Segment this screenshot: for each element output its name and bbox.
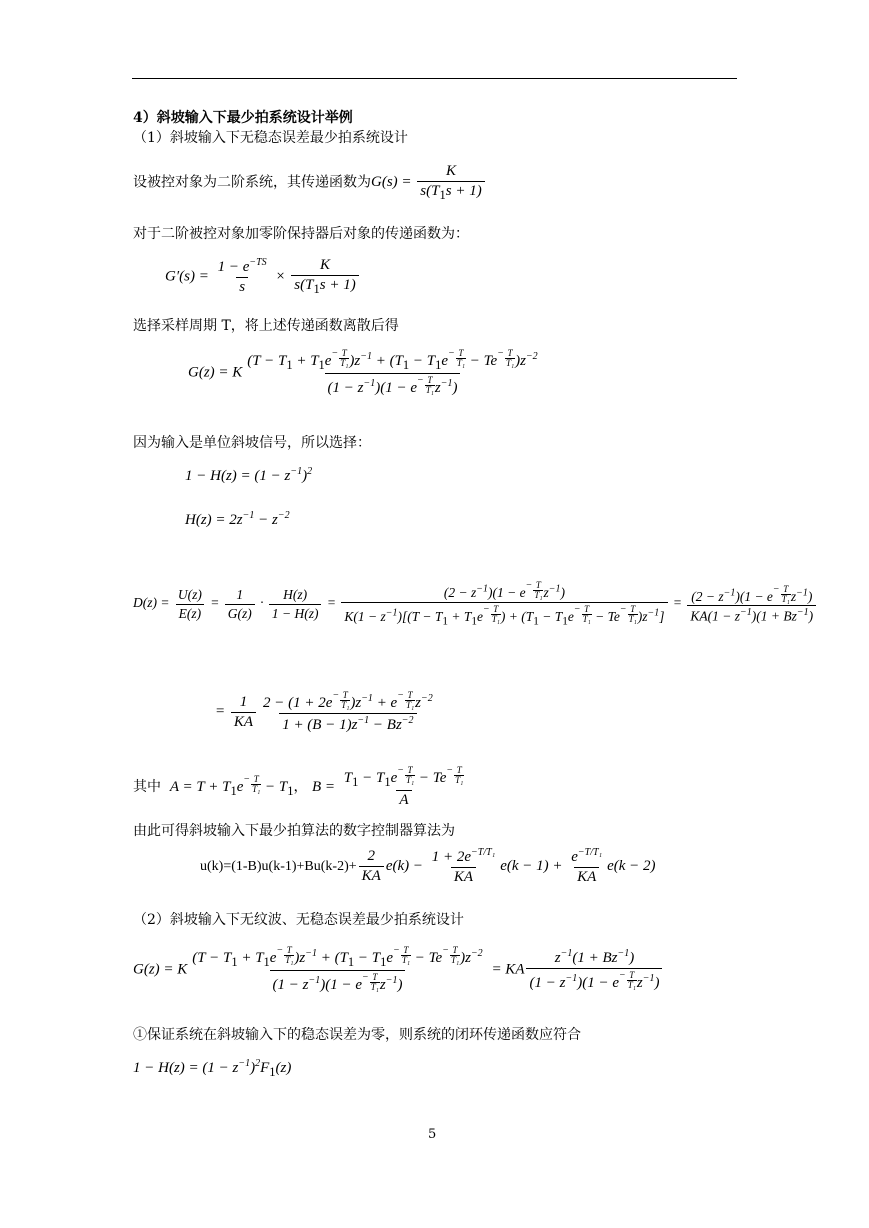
plant-transfer-line	[133, 163, 487, 203]
label-where: 其中	[133, 778, 161, 795]
paragraph-controller-algorithm: 由此可得斜坡输入下最少拍算法的数字控制器算法为	[133, 823, 455, 839]
page-number: 5	[428, 1127, 437, 1142]
formula-gz: G(z) = K ($T - T_1 + T_1e^-$ $\frac{T}{\text{T₁}}$ )$z^{-1} + (T_1 - T_1e^-$ $\frac{T}{\text{T₁}}$ − Te− $\frac{T}{\text{T₁}}$ )$z^{-2}$ $(1 - z^{-1})(1 - e^-$ $\frac{T}{\text{T₁}}$ $z^{-1}$)	[188, 348, 538, 397]
subsection-1-title: （1）斜坡输入下无稳态误差最少拍系统设计	[133, 130, 408, 146]
uk-prefix: u(k)=(1-B)u(k-1)+Bu(k-2)+	[200, 859, 357, 875]
formula-dz-simplified: = $\frac{1}{KA}$ 2 − (1 + 2e− $\frac{T}{\text{T₁}}$ )$z^{-1} + e^-$ $\frac{T}{\text{T₁}}$ $z^{-2}$ $1 + (B - 1)z^{-1} - Bz^{-2}$	[215, 690, 433, 734]
formula-g-prime: G′(s) = $\frac{1 - e^{-TS}}{s}$ × $\frac{K}{s(T_1s + 1)}$	[165, 257, 361, 297]
definitions-a-b: 其中 $A = T + T_1e^-$ $\frac{T}{\text{T₁}}$ − $T_1$， B = $T_1 - T_1e^-$ $\frac{T}{\text{T₁}}$ − Te− $\frac{T}{\text{T₁}}$ A	[133, 765, 464, 809]
subsection-2-title: （2）斜坡输入下无纹波、无稳态误差最少拍系统设计	[133, 912, 464, 928]
formula-one-minus-h: $1 - H(z) = (1 - z^{-1})^2$	[185, 466, 313, 484]
paragraph-discretize: 选择采样周期 T，将上述传递函数离散后得	[133, 318, 399, 334]
formula-uk: u(k)=(1-B)u(k-1)+Bu(k-2)+ $\frac{2}{KA}$ e(k) − $\frac{1 + 2e^{-T/T_1}}{KA}$ e(k − 1) + $\frac{e^{-T/T_1}}{KA}$ e(k − 2)	[200, 847, 656, 886]
paragraph-zoh: 对于二阶被控对象加零阶保持器后对象的传递函数为：	[133, 226, 469, 242]
paragraph-condition: ①保证系统在斜坡输入下的稳态误差为零，则系统的闭环传递函数应符合	[133, 1027, 581, 1043]
formula-one-minus-h-f1: $1 - H(z) = (1 - z^{-1})^2F_1(z)$	[133, 1058, 292, 1079]
paragraph-plant: 设被控对象为二阶系统，其传递函数为	[133, 174, 371, 191]
separator-comma: ，	[293, 778, 308, 795]
paragraph-ramp-input: 因为输入是单位斜坡信号，所以选择：	[133, 435, 371, 451]
formula-gs: G(s) = $\frac{K}{s(T_1s + 1)}$	[371, 174, 487, 190]
section-heading: 4）斜坡输入下最少拍系统设计举例	[133, 110, 353, 126]
formula-dz: D(z) = $\frac{U(z)}{E(z)}$ = $\frac{1}{G(z)}$ · $\frac{H(z)}{1 - H(z)}$ = $(2 - z^{-1})(1 - e^-$ $\frac{T}{\text{T₁}}$ $z^{-1}$) $K(1 - z^{-1})[(T - T_1 + T_1e^-$ $\frac{T}{\text{T₁}}$ ) + ($T_1 - T_1e^-$ $\frac{T}{\text{T₁}}$ − Te− $\frac{T}{\text{T₁}}$ )$z^{-1}$] = $(2 - z^{-1})(1 - e^-$ $\frac{T}{\text{T₁}}$ $z^{-1}$) $KA(1 - z^{-1})(1 + Bz^{-1})$	[133, 580, 818, 628]
formula-gz-ka: G(z) = K ($T - T_1 + T_1e^-$ $\frac{T}{\text{T₁}}$ )$z^{-1} + (T_1 - T_1e^-$ $\frac{T}{\text{T₁}}$ − Te− $\frac{T}{\text{T₁}}$ )$z^{-2}$ $(1 - z^{-1})(1 - e^-$ $\frac{T}{\text{T₁}}$ $z^{-1}$) = KA $z^{-1}(1 + Bz^{-1})$ $(1 - z^{-1})(1 - e^-$ $\frac{T}{\text{T₁}}$ $z^{-1}$)	[133, 945, 664, 995]
formula-hz: $H(z) = 2z^{-1} - z^{-2}$	[185, 510, 290, 528]
header-rule	[132, 78, 737, 79]
